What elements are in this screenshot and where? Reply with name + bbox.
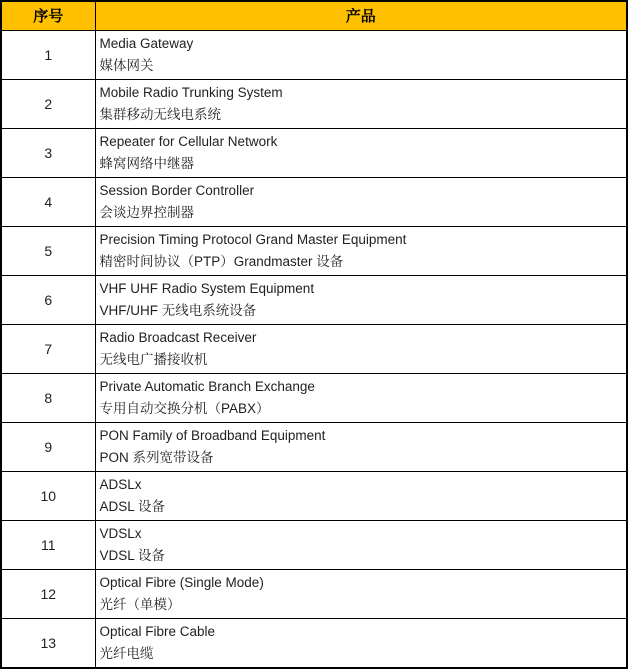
table-row [1, 275, 627, 324]
product-name-zh: VDSL 设备 [99, 547, 166, 563]
product-name-zh: 无线电广播接收机 [99, 351, 208, 367]
product-name-zh: 精密时间协议（PTP）Grandmaster 设备 [99, 253, 344, 269]
product-name-en: VHF UHF Radio System Equipment [99, 280, 315, 296]
table-row [1, 30, 627, 79]
product-cell [95, 422, 627, 471]
product-cell [95, 79, 627, 128]
product-cell [95, 373, 627, 422]
row-number: 4 [1, 177, 95, 226]
table-row [1, 128, 627, 177]
product-name-en: ADSLx [99, 476, 142, 492]
product-name-en: Repeater for Cellular Network [99, 133, 278, 149]
product-name-zh: 专用自动交换分机（PABX） [99, 400, 270, 416]
row-number: 2 [1, 79, 95, 128]
table-row [1, 177, 627, 226]
product-cell [95, 324, 627, 373]
row-number: 3 [1, 128, 95, 177]
table-row [1, 471, 627, 520]
row-number: 11 [1, 520, 95, 569]
row-number: 13 [1, 618, 95, 668]
product-name-en: Radio Broadcast Receiver [99, 329, 257, 345]
row-number: 9 [1, 422, 95, 471]
table-row [1, 324, 627, 373]
table-row [1, 79, 627, 128]
table-row [1, 373, 627, 422]
product-cell [95, 471, 627, 520]
product-name-en: Optical Fibre (Single Mode) [99, 574, 264, 590]
product-name-zh: 蜂窝网络中继器 [99, 155, 194, 171]
row-number: 1 [1, 30, 95, 79]
product-name-en: Optical Fibre Cable [99, 623, 216, 639]
product-name-en: Media Gateway [99, 35, 194, 51]
product-name-zh: 光纤（单模） [99, 596, 181, 612]
product-name-zh: 光纤电缆 [99, 645, 154, 661]
product-cell [95, 275, 627, 324]
table-row [1, 226, 627, 275]
product-cell [95, 618, 627, 668]
product-name-zh: 集群移动无线电系统 [99, 106, 221, 122]
table-row [1, 520, 627, 569]
product-name-zh: ADSL 设备 [99, 498, 166, 514]
row-number: 6 [1, 275, 95, 324]
product-name-zh: 媒体网关 [99, 57, 154, 73]
row-number: 8 [1, 373, 95, 422]
row-number: 7 [1, 324, 95, 373]
product-name-en: VDSLx [99, 525, 142, 541]
product-cell [95, 569, 627, 618]
row-number: 5 [1, 226, 95, 275]
product-name-en: Session Border Controller [99, 182, 255, 198]
header-row [1, 1, 627, 30]
header-col-product: 产品 [95, 1, 627, 30]
product-name-en: PON Family of Broadband Equipment [99, 427, 326, 443]
product-name-en: Precision Timing Protocol Grand Master Equipment [99, 231, 407, 247]
row-number: 10 [1, 471, 95, 520]
table-row [1, 569, 627, 618]
product-name-en: Mobile Radio Trunking System [99, 84, 283, 100]
header-col-number: 序号 [1, 1, 95, 30]
product-name-zh: VHF/UHF 无线电系统设备 [99, 302, 257, 318]
product-name-zh: 会谈边界控制器 [99, 204, 194, 220]
product-cell [95, 128, 627, 177]
table-row [1, 422, 627, 471]
product-name-en: Private Automatic Branch Exchange [99, 378, 315, 394]
product-name-zh: PON 系列宽带设备 [99, 449, 214, 465]
row-number: 12 [1, 569, 95, 618]
table-row [1, 618, 627, 668]
product-cell [95, 226, 627, 275]
product-cell [95, 177, 627, 226]
product-cell [95, 520, 627, 569]
product-cell [95, 30, 627, 79]
